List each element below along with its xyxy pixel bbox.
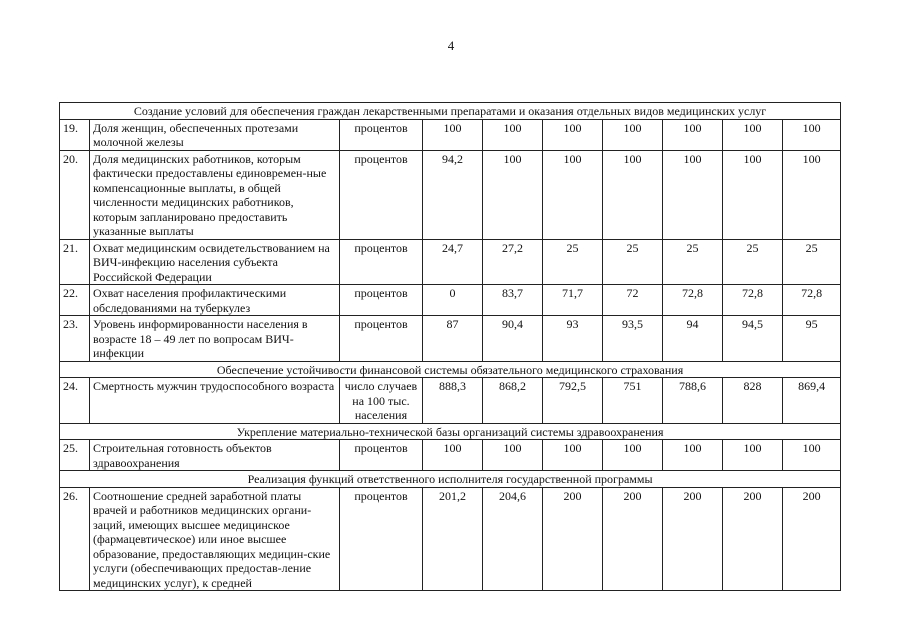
value-cell: 0 <box>423 285 483 316</box>
row-number: 19. <box>60 119 90 150</box>
value-cell: 828 <box>723 378 783 424</box>
value-cell: 94 <box>663 316 723 362</box>
value-cell: 25 <box>723 239 783 285</box>
value-cell: 792,5 <box>543 378 603 424</box>
section-title: Создание условий для обеспечения граждан лекарственными препаратами и оказания отдельных видов медицинских услуг <box>60 103 841 120</box>
value-cell: 100 <box>603 440 663 471</box>
value-cell: 100 <box>723 150 783 239</box>
indicator-name: Смертность мужчин трудоспособного возраста <box>90 378 340 424</box>
row-number: 23. <box>60 316 90 362</box>
value-cell: 100 <box>483 150 543 239</box>
indicator-name: Строительная готовность объектов здравоохранения <box>90 440 340 471</box>
value-cell: 100 <box>603 119 663 150</box>
unit: процентов <box>340 119 423 150</box>
row-number: 26. <box>60 487 90 591</box>
table-row <box>60 285 841 316</box>
value-cell: 100 <box>483 119 543 150</box>
value-cell: 95 <box>783 316 841 362</box>
value-cell: 72 <box>603 285 663 316</box>
section-title: Реализация функций ответственного исполнителя государственной программы <box>60 471 841 488</box>
table-body <box>60 103 841 591</box>
value-cell: 87 <box>423 316 483 362</box>
section-row <box>60 103 841 120</box>
value-cell: 868,2 <box>483 378 543 424</box>
value-cell: 93 <box>543 316 603 362</box>
value-cell: 94,2 <box>423 150 483 239</box>
value-cell: 71,7 <box>543 285 603 316</box>
unit: процентов <box>340 150 423 239</box>
section-row <box>60 361 841 378</box>
value-cell: 200 <box>723 487 783 591</box>
value-cell: 200 <box>603 487 663 591</box>
table-row <box>60 239 841 285</box>
value-cell: 888,3 <box>423 378 483 424</box>
unit: процентов <box>340 285 423 316</box>
indicator-name: Охват населения профилактическими обследованиями на туберкулез <box>90 285 340 316</box>
value-cell: 751 <box>603 378 663 424</box>
table-row <box>60 150 841 239</box>
section-row <box>60 471 841 488</box>
indicator-name: Соотношение средней заработной платы врачей и работников медицинских органи-заций, имеющих высшее медицинское (фармацевтическое) или иное высшее образование, предоставляющих медицин-ские услуги (обеспечивающих предостав-ление медицинских услуг), к средней <box>90 487 340 591</box>
row-number: 21. <box>60 239 90 285</box>
value-cell: 100 <box>723 440 783 471</box>
value-cell: 100 <box>543 440 603 471</box>
value-cell: 100 <box>483 440 543 471</box>
value-cell: 100 <box>783 150 841 239</box>
value-cell: 788,6 <box>663 378 723 424</box>
indicator-name: Доля медицинских работников, которым фактически предоставлены единовремен-ные компенсационные выплаты, в общей численности медицинских работников, которым запланировано предоставить указанные выплаты <box>90 150 340 239</box>
value-cell: 200 <box>543 487 603 591</box>
table-row <box>60 378 841 424</box>
value-cell: 25 <box>543 239 603 285</box>
value-cell: 200 <box>783 487 841 591</box>
row-number: 24. <box>60 378 90 424</box>
row-number: 20. <box>60 150 90 239</box>
value-cell: 100 <box>423 440 483 471</box>
unit: процентов <box>340 316 423 362</box>
value-cell: 72,8 <box>783 285 841 316</box>
section-title: Укрепление материально-технической базы организаций системы здравоохранения <box>60 423 841 440</box>
value-cell: 94,5 <box>723 316 783 362</box>
indicator-name: Уровень информированности населения в возрасте 18 – 49 лет по вопросам ВИЧ-инфекции <box>90 316 340 362</box>
value-cell: 100 <box>663 440 723 471</box>
value-cell: 100 <box>603 150 663 239</box>
value-cell: 100 <box>423 119 483 150</box>
unit: процентов <box>340 239 423 285</box>
page-number: 4 <box>447 38 455 53</box>
row-number: 22. <box>60 285 90 316</box>
value-cell: 100 <box>783 440 841 471</box>
indicator-name: Охват медицинским освидетельствованием на ВИЧ-инфекцию населения субъекта Российской Федерации <box>90 239 340 285</box>
value-cell: 25 <box>603 239 663 285</box>
unit: процентов <box>340 440 423 471</box>
value-cell: 25 <box>663 239 723 285</box>
table-row <box>60 487 841 591</box>
value-cell: 204,6 <box>483 487 543 591</box>
table-row <box>60 119 841 150</box>
value-cell: 83,7 <box>483 285 543 316</box>
value-cell: 100 <box>663 119 723 150</box>
value-cell: 72,8 <box>723 285 783 316</box>
table-row <box>60 440 841 471</box>
value-cell: 201,2 <box>423 487 483 591</box>
indicator-name: Доля женщин, обеспеченных протезами молочной железы <box>90 119 340 150</box>
value-cell: 200 <box>663 487 723 591</box>
row-number: 25. <box>60 440 90 471</box>
value-cell: 90,4 <box>483 316 543 362</box>
indicators-table <box>59 102 841 591</box>
section-row <box>60 423 841 440</box>
unit: число случаев на 100 тыс. населения <box>340 378 423 424</box>
value-cell: 100 <box>543 119 603 150</box>
value-cell: 869,4 <box>783 378 841 424</box>
unit: процентов <box>340 487 423 591</box>
value-cell: 100 <box>723 119 783 150</box>
value-cell: 100 <box>783 119 841 150</box>
value-cell: 24,7 <box>423 239 483 285</box>
value-cell: 100 <box>663 150 723 239</box>
value-cell: 27,2 <box>483 239 543 285</box>
value-cell: 25 <box>783 239 841 285</box>
value-cell: 93,5 <box>603 316 663 362</box>
table-row <box>60 316 841 362</box>
section-title: Обеспечение устойчивости финансовой системы обязательного медицинского страхования <box>60 361 841 378</box>
value-cell: 100 <box>543 150 603 239</box>
value-cell: 72,8 <box>663 285 723 316</box>
